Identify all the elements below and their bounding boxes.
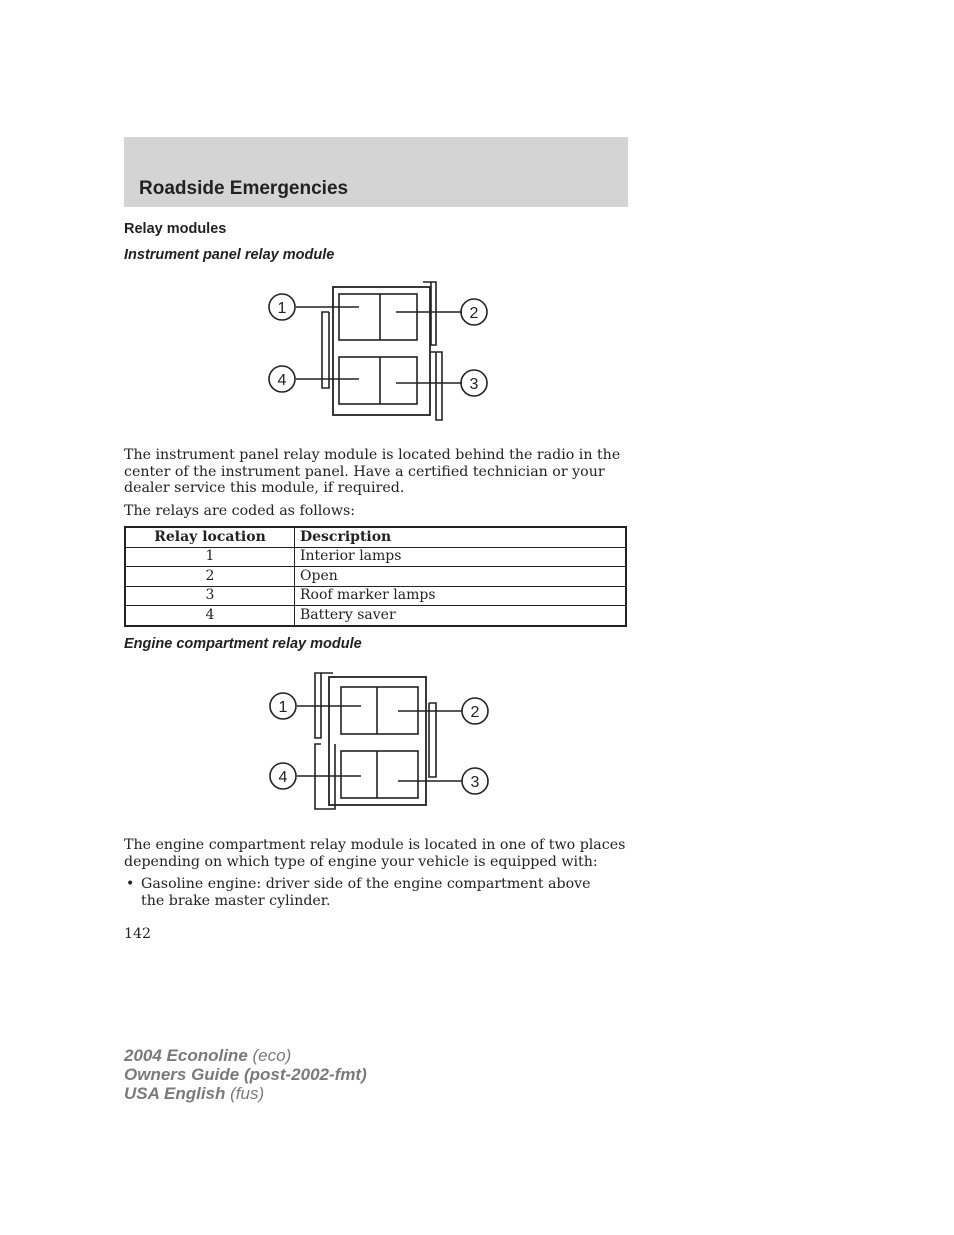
footer-line-3 [124, 1084, 367, 1103]
relay-location: 4 [125, 606, 295, 626]
callout-4: 4 [278, 769, 288, 786]
table-row [125, 567, 626, 587]
relay-location: 1 [125, 547, 295, 567]
coded-intro: The relays are coded as follows: [124, 503, 356, 519]
bullet-icon: • [126, 876, 135, 892]
relay-location: 3 [125, 586, 295, 606]
engine-relay-diagram [255, 665, 495, 820]
footer-line-2 [124, 1065, 367, 1084]
footer-language-code: (fus) [230, 1084, 265, 1103]
callout-1: 1 [277, 300, 287, 317]
relay-description: Open [295, 567, 627, 587]
engine-subtitle: Engine compartment relay module [124, 636, 362, 652]
instrument-relay-diagram [255, 275, 495, 430]
instrument-paragraph: The instrument panel relay module is located behind the radio in the center of the instrument panel. Have a certified technician or your dealer service this module, if required. [124, 447, 621, 496]
list-item: Gasoline engine: driver side of the engine compartment above the brake master cylinder. [141, 876, 591, 909]
relay-table [124, 526, 627, 627]
page-number: 142 [124, 926, 152, 942]
table-row [125, 606, 626, 626]
footer-model-code: (eco) [252, 1046, 292, 1065]
column-header: Description [295, 527, 627, 547]
section-title: Relay modules [124, 221, 227, 237]
relay-description: Battery saver [295, 606, 627, 626]
engine-paragraph: The engine compartment relay module is located in one of two places depending on which type of engine your vehicle is equipped with: [124, 837, 626, 870]
footer-language: USA English [124, 1084, 226, 1103]
relay-description: Roof marker lamps [295, 586, 627, 606]
relay-description: Interior lamps [295, 547, 627, 567]
relay-location: 2 [125, 567, 295, 587]
callout-3: 3 [469, 376, 479, 393]
table-row [125, 586, 626, 606]
callout-1: 1 [278, 699, 288, 716]
footer-model: 2004 Econoline [124, 1046, 248, 1065]
column-header: Relay location [125, 527, 295, 547]
table-row [125, 547, 626, 567]
callout-2: 2 [469, 305, 479, 322]
page-title: Roadside Emergencies [139, 178, 349, 199]
footer-guide: Owners Guide (post-2002-fmt) [124, 1065, 367, 1084]
footer-line-1 [124, 1046, 367, 1065]
table-header-row [125, 527, 626, 547]
callout-2: 2 [470, 704, 480, 721]
instrument-subtitle: Instrument panel relay module [124, 247, 335, 263]
callout-4: 4 [277, 372, 287, 389]
footer [124, 1046, 367, 1103]
callout-3: 3 [470, 774, 480, 791]
